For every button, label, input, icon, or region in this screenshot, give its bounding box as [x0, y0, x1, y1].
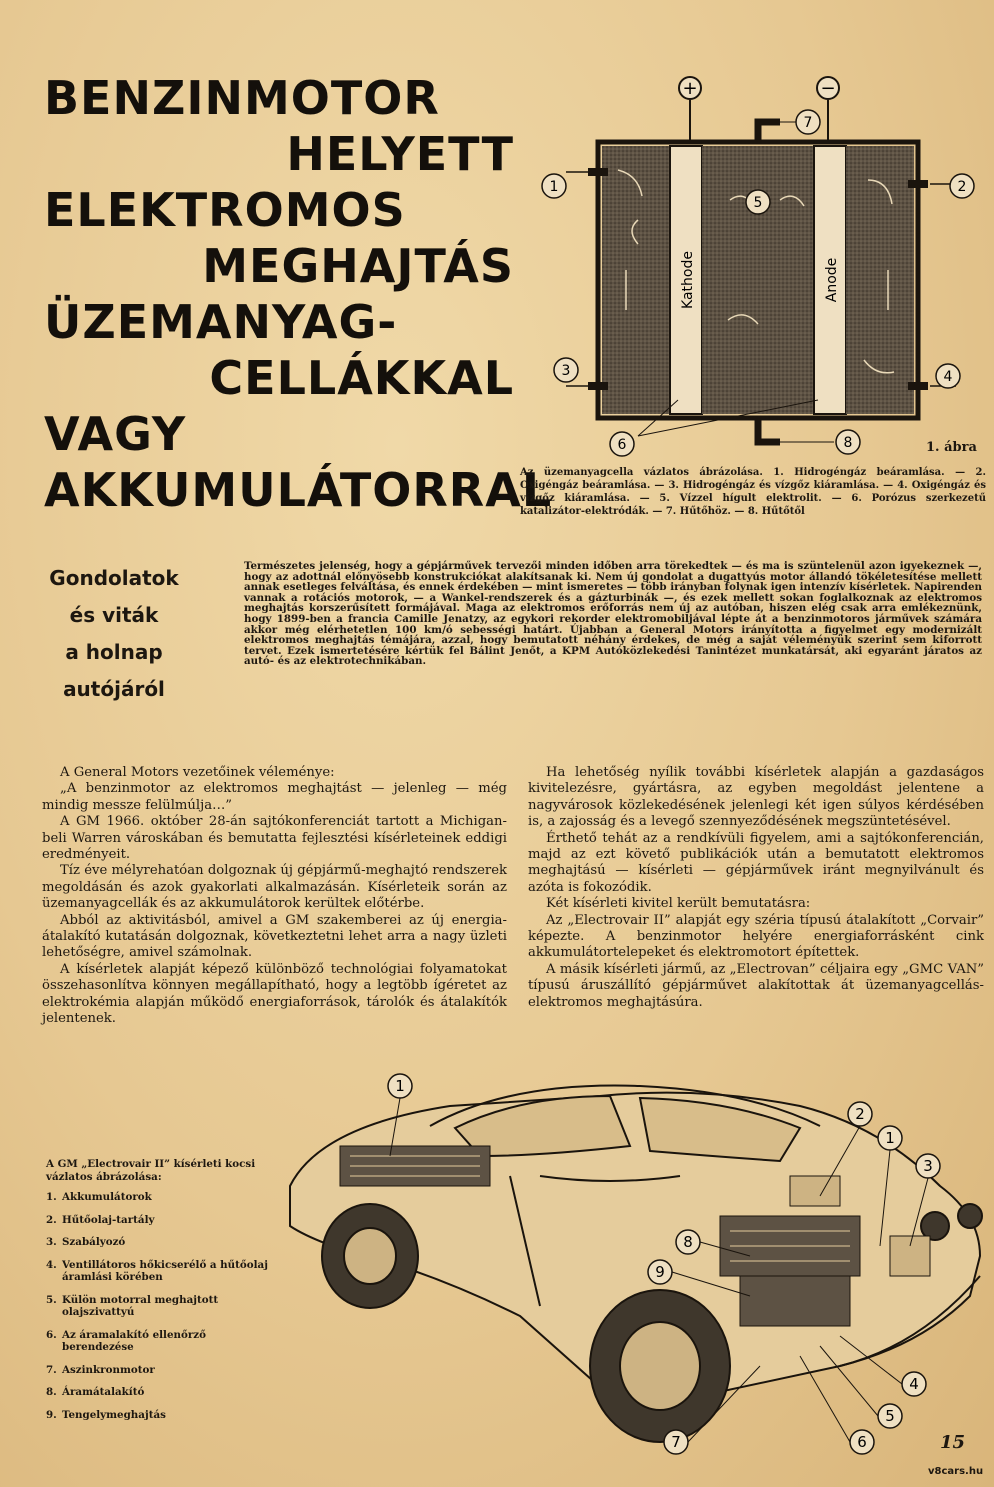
- fuel-cell-diagram: [518, 70, 988, 470]
- legend-list: [46, 1191, 276, 1421]
- legend-title: A GM „Electrovair II” kísérleti kocsi vázlatos ábrázolása:: [46, 1158, 256, 1183]
- car-marker-label: 3: [923, 1157, 933, 1175]
- svg-text:−: −: [820, 78, 836, 99]
- paragraph: Abból az aktivitásból, amivel a GM szakemberei az új energia-átalakító kutatásán dolgoznak, következtetni lehet arra a nagy üzleti lehetőségre, amivel számolnak.: [42, 912, 507, 961]
- car-marker-label: 2: [855, 1105, 865, 1123]
- car-legend: [46, 1158, 276, 1431]
- paragraph: A másik kísérleti jármű, az „Electrovan” céljaira egy „GMC VAN” típusú áruszállító gépjárművet alakítottak át üzemanyagcellás-elektromos meghajtásúra.: [528, 961, 984, 1010]
- paragraph: A kísérletek alapját képező különböző technológiai folyamatokat összehasonlítva könnyen megállapítható, hogy a legtöbb ígéretet az elektrokémia alapján működő energiaforrások, tárolók és átalakítók jelentenek.: [42, 961, 507, 1027]
- paragraph: Az „Electrovair II” alapját egy széria típusú átalakított „Corvair” képezte. A benzinmotor helyére energiaforrásként cink akkumulátortelepeket és elektromotort építettek.: [528, 912, 984, 961]
- car-marker-label: 6: [857, 1433, 867, 1451]
- headline-line: MEGHAJTÁS: [202, 239, 514, 293]
- electrovair-car-illustration: [280, 1066, 990, 1466]
- paragraph: A GM 1966. október 28-án sajtókonferenciát tartott a Michigan-beli Warren városkában és bemutatta fejlesztési kísérleteinek eddigi eredményeit.: [42, 814, 507, 863]
- car-marker-label: 1: [885, 1129, 895, 1147]
- paragraph: „A benzinmotor az elektromos meghajtást — jelenleg — még mindig messze felülmúlja…”: [42, 781, 507, 813]
- car-marker-label: 1: [395, 1077, 405, 1095]
- svg-text:4: 4: [943, 369, 953, 385]
- page-number: 15: [940, 1432, 966, 1453]
- figure-caption: Az üzemanyagcella vázlatos ábrázolása. 1. Hidrogéngáz beáramlása. — 2. Oxigéngáz beáramlása. — 3. Hidrogéngáz és vízgőz kiáramlása. — 4. Oxigéngáz és vízgőz kiáramlása. — 5. Vízzel hígult elektrolit. — 6. Porózus szerkezetű katalizátor-elektródák. — 7. Hűtőhöz. — 8. Hűtőtől: [520, 467, 986, 517]
- headline: [44, 70, 553, 518]
- legend-item: 2. Hűtőolaj-tartály: [46, 1213, 155, 1226]
- car-marker-label: 7: [671, 1433, 681, 1451]
- svg-text:+: +: [682, 78, 698, 99]
- legend-item: 4. Ventillátoros hőkicserélő a hűtőolaj áramlási körében: [46, 1258, 268, 1283]
- paragraph: Tíz éve mélyrehatóan dolgoznak új gépjármű-meghajtó rendszerek megoldásán és azok gyakorlati alkalmazásán. Kísérleteik során az üzemanyagcellák és az akkumulátorok kerültek előtérbe.: [42, 863, 507, 912]
- figure-label: 1. ábra: [926, 440, 977, 455]
- paragraph: Érthető tehát az a rendkívüli figyelem, ami a sajtókonferencián, majd az ezt követő publikációk után a bemutatott elektromos meghajtású — kísérleti — gépjárművek iránt megnyilvánult és azóta is fokozódik.: [528, 830, 984, 895]
- paragraph: A General Motors vezetőinek véleménye:: [60, 765, 335, 780]
- headline-line: VAGY: [44, 407, 187, 461]
- paragraph: Ha lehetőség nyílik további kísérletek alapján a gazdaságos kivitelezésre, gyártásra, az egyben megoldást jelentene a nagyvárosok közlekedésének jelenlegi két igen súlyos kérdésében is, a zajosság és a levegő szennyeződésének megszüntetésével.: [528, 765, 984, 830]
- headline-line: HELYETT: [286, 127, 514, 181]
- kathode-label: Kathode: [680, 251, 696, 309]
- headline-line: BENZINMOTOR: [44, 71, 440, 125]
- svg-text:3: 3: [561, 363, 571, 379]
- site-watermark: v8cars.hu: [928, 1466, 984, 1477]
- legend-item: 9. Tengelymeghajtás: [46, 1408, 166, 1421]
- headline-line: CELLÁKKAL: [209, 351, 514, 405]
- legend-item: 7. Aszinkronmotor: [46, 1363, 155, 1376]
- svg-text:5: 5: [753, 195, 763, 211]
- legend-item: 6. Az áramalakító ellenőrző berendezése: [46, 1328, 207, 1353]
- article-column-right: [528, 765, 984, 1011]
- article-column-left: [42, 765, 507, 1028]
- headline-line: AKKUMULÁTORRAL: [44, 463, 553, 517]
- legend-item: 8. Áramátalakító: [46, 1386, 145, 1398]
- svg-text:6: 6: [617, 437, 627, 453]
- electrolyte-chamber: [702, 146, 814, 414]
- svg-text:8: 8: [843, 435, 853, 451]
- car-marker-label: 5: [885, 1407, 895, 1425]
- intro-paragraph: Természetes jelenség, hogy a gépjárművek tervezői minden időben arra törekedtek — és ma is szüntelenül azon igyekeznek —, hogy az adottnál előnyösebb konstrukciókat alakítsanak ki. Nem új gondolat a dugattyús motor állandó tökéletesítése mellett annak esetleges felváltása, és ennek érdekében — mint ismeretes — több irányban folynak igen intenzív kísérletek. Napirenden vannak a rotációs motorok, — a Wankel-rendszerek és a gázturbinák —, és ezek mellett sokan foglalkoznak az elektromos meghajtás korszerűsített formájával. Maga az elektromos erőforrás nem új az autóban, hiszen elég csak arra emlékeznünk, hogy 1899-ben a francia Camille Jenatzy, az egykori rekorder elektromobiljával lépte át a benzinmotoros járművek számára akkor még elérhetetlen 100 km/ó sebességi határt. Újabban a General Motors irányította a figyelmet egy modernizált elektromos meghajtás témájára, azzal, hogy bemutatott néhány érdekes, de még a saját véleményük szerint sem kiforrott tervet. Ezek ismertetésére kértük fel Bálint Jenőt, a KPM Autóközlekedési Tanintézet munkatársát, aki egyaránt járatos az autó- és az elektrotechnikában.: [244, 560, 982, 668]
- svg-text:2: 2: [957, 179, 967, 195]
- svg-text:7: 7: [803, 115, 813, 131]
- subtitle: Gondolatok és viták a holnap autójáról: [49, 566, 179, 701]
- headline-line: ÜZEMANYAG-: [44, 295, 398, 349]
- legend-item: 3. Szabályozó: [46, 1236, 126, 1248]
- car-marker-label: 4: [909, 1375, 919, 1393]
- legend-item: 1. Akkumulátorok: [46, 1191, 152, 1203]
- paragraph: Két kísérleti kivitel került bemutatásra:: [546, 896, 811, 912]
- oxygen-chamber: [846, 146, 914, 414]
- car-marker-label: 8: [683, 1233, 693, 1251]
- car-marker-label: 9: [655, 1263, 665, 1281]
- svg-text:1: 1: [549, 179, 559, 195]
- headline-line: ELEKTROMOS: [44, 183, 406, 237]
- legend-item: 5. Külön motorral meghajtott olajszivattyú: [46, 1293, 219, 1318]
- anode-label: Anode: [824, 257, 840, 303]
- hydrogen-chamber: [602, 146, 670, 414]
